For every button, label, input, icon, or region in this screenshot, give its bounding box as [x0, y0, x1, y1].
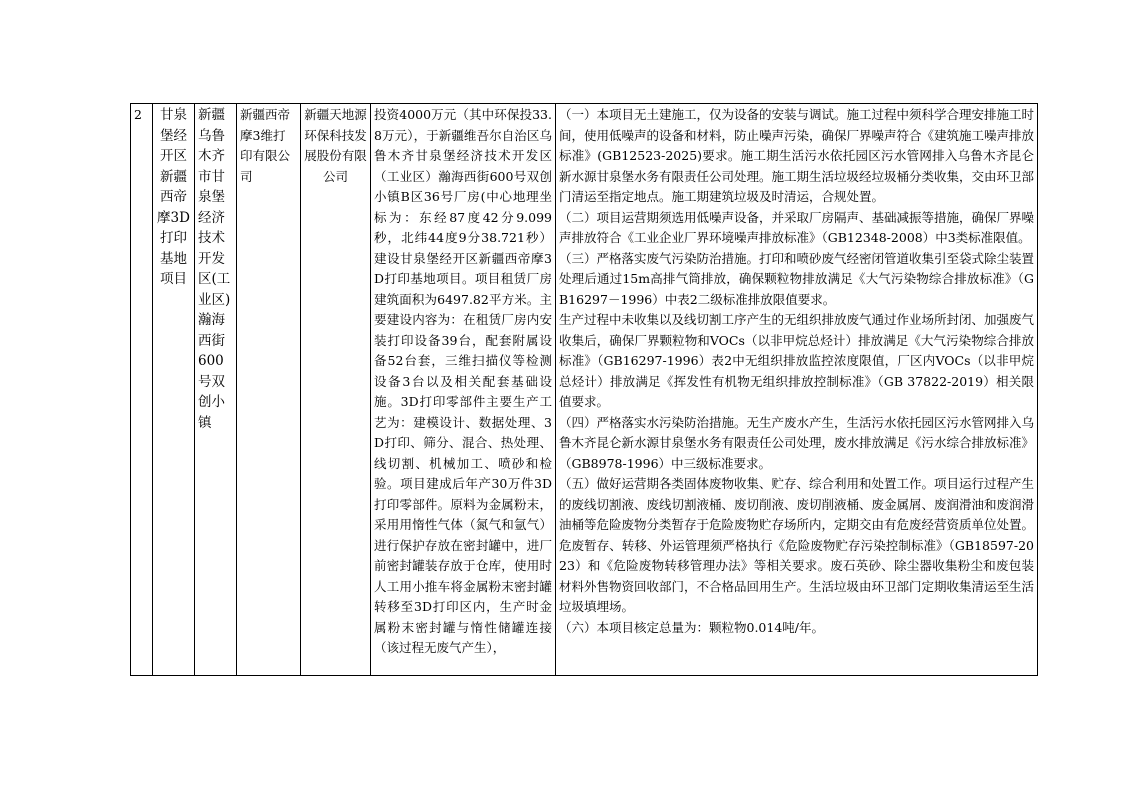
project-name: 甘泉堡经开区新疆西帝摩3D打印基地项目 — [153, 104, 195, 676]
approval-table — [130, 103, 1038, 676]
requirement-paragraph: 生产过程中未收集以及线切割工序产生的无组织排放废气通过作业场所封闭、加强废气收集后，确保厂界颗粒物和VOCs（以非甲烷总烃计）排放满足《大气污染物综合排放标准》（GB16297-1996）表2中无组织排放监控浓度限值，厂区内VOCs（以非甲烷总烃计）排放满足《挥发性有机物无组织排放控制标准》（GB 37822-2019）相关限值要求。 — [559, 312, 1035, 409]
project-overview: 投资4000万元（其中环保投33.8万元），于新疆维吾尔自治区乌鲁木齐甘泉堡经济技术开发区（工业区）瀚海西街600号双创小镇B区36号厂房(中心地理坐标为：东经87度42分9.099秒，北纬44度9分38.721秒）建设甘泉堡经开区新疆西帝摩3D打印基地项目。项目租赁厂房建筑面积为6497.82平方米。主要建设内容为：在租赁厂房内安装打印设备39台，配套附属设备52台套，三维扫描仪等检测设备3台以及相关配套基础设施。3D打印零部件主要生产工艺为：建模设计、数据处理、3D打印、筛分、混合、热处理、线切割、机械加工、喷砂和检验。项目建成后年产30万件3D打印零部件。原料为金属粉末，采用用惰性气体（氮气和氩气）进行保护存放在密封罐中，进厂前密封罐装存放于仓库，使用时人工用小推车将金属粉末密封罐转移至3D打印区内，生产时金属粉末密封罐与惰性储罐连接（该过程无废气产生）， — [371, 104, 556, 676]
eia-agency: 新疆天地源环保科技发展股份有限公司 — [301, 104, 371, 676]
applicant-company: 新疆西帝摩3维打印有限公司 — [237, 104, 301, 676]
requirement-paragraph: （六）本项目核定总量为：颗粒物0.014吨/年。 — [559, 619, 824, 635]
environmental-requirements — [556, 104, 1038, 676]
requirement-paragraph: （三）严格落实废气污染防治措施。打印和喷砂废气经密闭管道收集引至袋式除尘装置处理后通过15m高排气筒排放，确保颗粒物排放满足《大气污染物综合排放标准》（GB16297－1996）中表2二级标准排放限值要求。 — [559, 250, 1035, 307]
requirement-paragraph: （四）严格落实水污染防治措施。无生产废水产生，生活污水依托园区污水管网排入乌鲁木齐昆仑新水源甘泉堡水务有限责任公司处理，废水排放满足《污水综合排放标准》（GB8978-1996）中三级标准要求。 — [559, 414, 1035, 471]
requirement-paragraph: （一）本项目无土建施工，仅为设备的安装与调试。施工过程中须科学合理安排施工时间，使用低噪声的设备和材料，防止噪声污染，确保厂界噪声符合《建筑施工噪声排放标准》(GB12523-2025)要求。施工期生活污水依托园区污水管网排入乌鲁木齐昆仑新水源甘泉堡水务有限责任公司处理。施工期生活垃圾经垃圾桶分类收集，交由环卫部门清运至指定地点。施工期建筑垃圾及时清运，合规处置。 — [559, 107, 1035, 204]
project-location: 新疆乌鲁木齐市甘泉堡经济技术开发区(工业区)瀚海西街600号双创小镇 — [195, 104, 237, 676]
row-index: 2 — [131, 104, 153, 676]
requirement-paragraph: （五）做好运营期各类固体废物收集、贮存、综合利用和处置工作。项目运行过程产生的废线切割液、废线切割液桶、废切削液、废切削液桶、废金属屑、废润滑油和废润滑油桶等危险废物分类暂存于危险废物贮存场所内，定期交由有危废经营资质单位处置。危废暂存、转移、外运管理须严格执行《危险废物贮存污染控制标准》（GB18597-2023）和《危险废物转移管理办法》等相关要求。废石英砂、除尘器收集粉尘和废包装材料外售物资回收部门，不合格品回用生产。生活垃圾由环卫部门定期收集清运至生活垃圾填埋场。 — [559, 476, 1035, 614]
requirement-paragraph: （二）项目运营期须选用低噪声设备，并采取厂房隔声、基础减振等措施，确保厂界噪声排放符合《工业企业厂界环境噪声排放标准》（GB12348-2008）中3类标准限值。 — [559, 209, 1035, 245]
table-row — [131, 104, 1038, 676]
